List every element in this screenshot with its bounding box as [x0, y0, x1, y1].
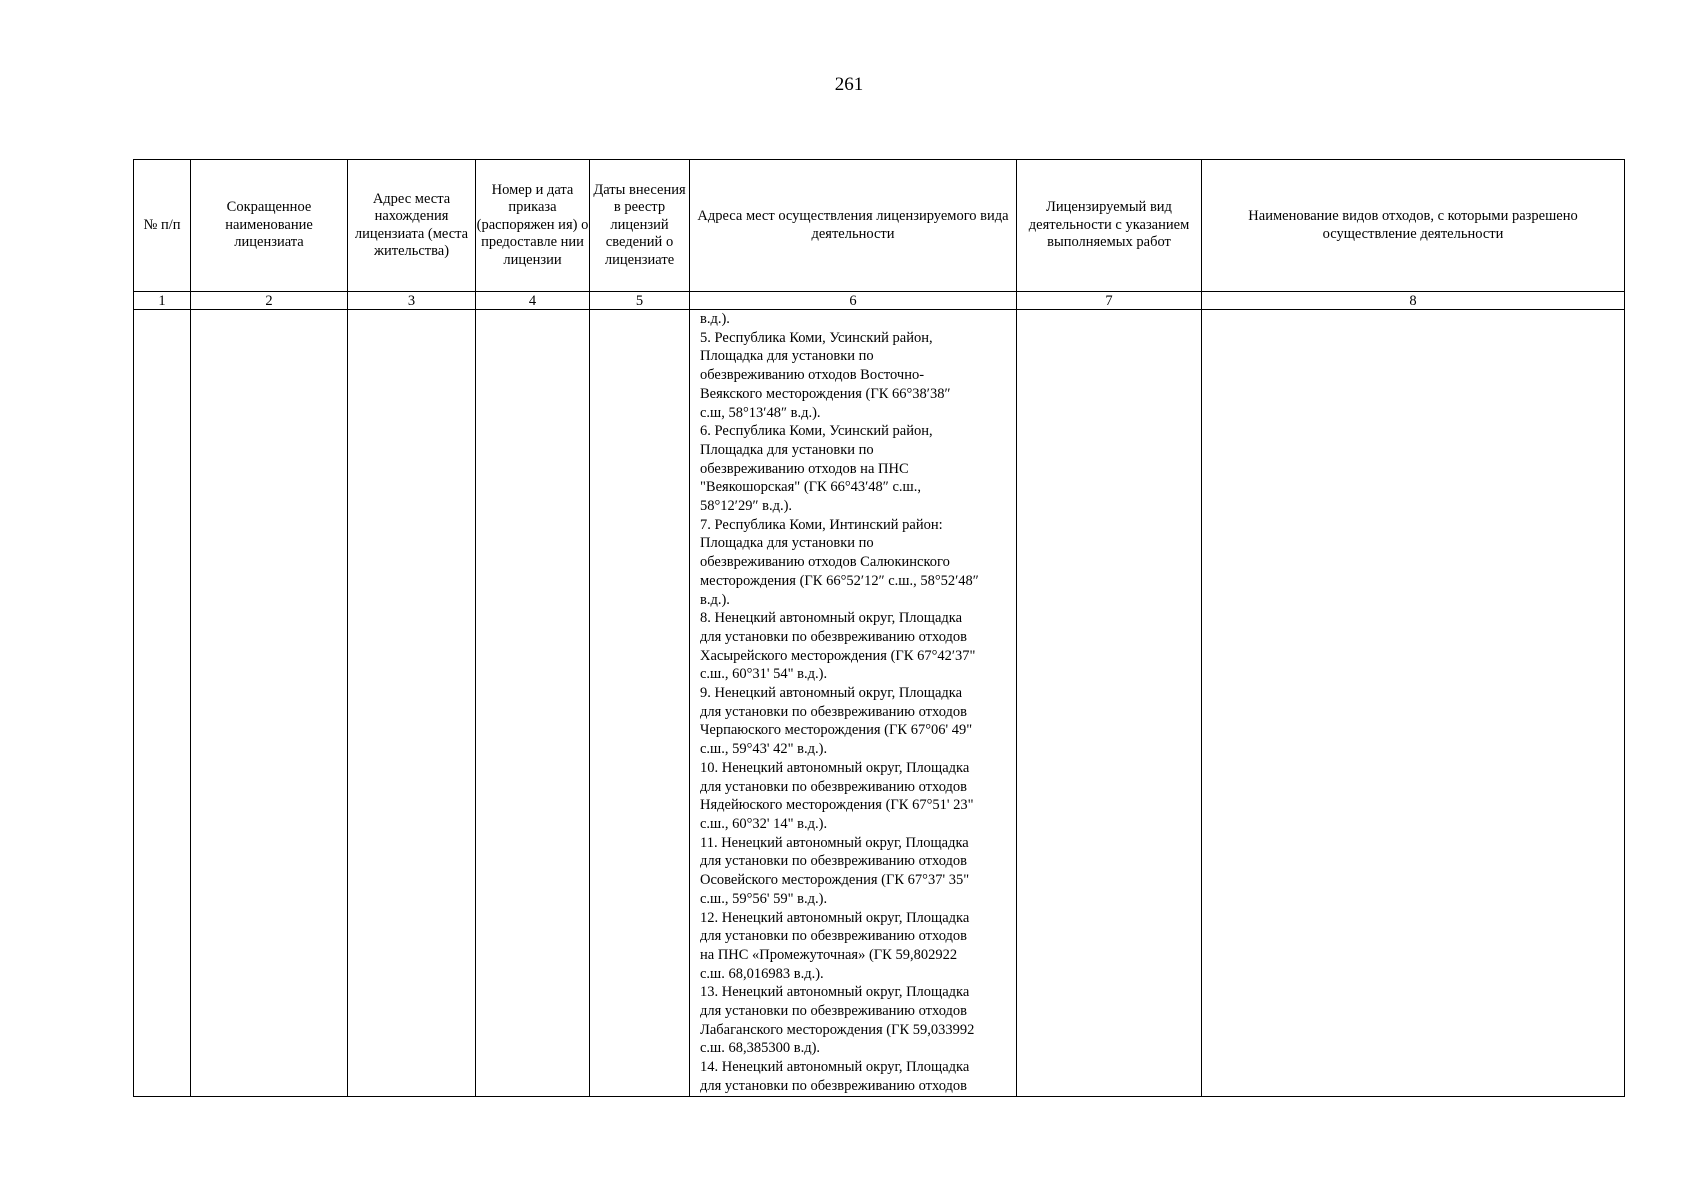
- cell-licensee-address: [348, 310, 476, 1097]
- col-header-order: Номер и дата приказа (распоряжен ия) о предоставле нии лицензии: [476, 160, 590, 292]
- address-line: с.ш. 68,016983 в.д.).: [700, 965, 824, 982]
- address-line: с.ш. 68,385300 в.д).: [700, 1040, 821, 1057]
- table-row: [134, 310, 1625, 1097]
- address-line: с.ш., 60°31' 54" в.д.).: [700, 666, 828, 683]
- address-line: с.ш., 59°43' 42" в.д.).: [700, 741, 828, 758]
- address-line: для установки по обезвреживанию отходов: [700, 703, 968, 720]
- address-line: с.ш., 59°56' 59" в.д.).: [700, 890, 828, 907]
- address-line: 10. Ненецкий автономный округ, Площадка: [700, 759, 970, 776]
- address-line: месторождения (ГК 66°52′12″ с.ш., 58°52′48″: [700, 572, 979, 589]
- address-line: 12. Ненецкий автономный округ, Площадка: [700, 909, 970, 926]
- col-number-1: 1: [134, 292, 191, 310]
- address-line: 9. Ненецкий автономный округ, Площадка: [700, 685, 963, 702]
- address-line: для установки по обезвреживанию отходов: [700, 928, 968, 945]
- col-header-licensee-name: Сокращенное наименование лицензиата: [191, 160, 348, 292]
- address-line: Площадка для установки по: [700, 535, 874, 552]
- col-number-8: 8: [1202, 292, 1625, 310]
- address-line: в.д.).: [700, 591, 730, 608]
- col-number-3: 3: [348, 292, 476, 310]
- address-line: Осовейского месторождения (ГК 67°37' 35": [700, 872, 970, 889]
- address-line: Хасырейского месторождения (ГК 67°42′37": [700, 647, 976, 664]
- address-line: с.ш, 58°13′48″ в.д.).: [700, 404, 821, 421]
- col-number-6: 6: [690, 292, 1017, 310]
- address-line: 11. Ненецкий автономный округ, Площадка: [700, 834, 969, 851]
- header-row: [134, 160, 1625, 292]
- address-line: в.д.).: [700, 311, 730, 327]
- address-line: Лабаганского месторождения (ГК 59,033992: [700, 1021, 975, 1038]
- col-header-activity-type: Лицензируемый вид деятельности с указанием выполняемых работ: [1017, 160, 1202, 292]
- address-line: для установки по обезвреживанию отходов: [700, 1077, 968, 1094]
- address-line: для установки по обезвреживанию отходов: [700, 628, 968, 645]
- address-line: на ПНС «Промежуточная» (ГК 59,802922: [700, 946, 958, 963]
- col-header-licensee-address: Адрес места нахождения лицензиата (места жительства): [348, 160, 476, 292]
- address-line: Веякского месторождения (ГК 66°38′38″: [700, 385, 951, 402]
- address-line: 8. Ненецкий автономный округ, Площадка: [700, 610, 963, 627]
- activity-address-list: [700, 310, 1010, 1096]
- address-line: Черпаюского месторождения (ГК 67°06' 49": [700, 722, 973, 739]
- col-header-registry-dates: Даты внесения в реестр лицензий сведений о лицензиате: [590, 160, 690, 292]
- column-number-row: [134, 292, 1625, 310]
- col-header-waste-types: Наименование видов отходов, с которыми разрешено осуществление деятельности: [1202, 160, 1625, 292]
- cell-licensee-name: [191, 310, 348, 1097]
- address-line: 7. Республика Коми, Интинский район:: [700, 516, 943, 533]
- page-number: 261: [834, 74, 864, 95]
- address-line: обезвреживанию отходов на ПНС: [700, 460, 909, 477]
- address-line: для установки по обезвреживанию отходов: [700, 778, 968, 795]
- cell-number: [134, 310, 191, 1097]
- cell-activity-type: [1017, 310, 1202, 1097]
- col-header-activity-addresses: Адреса мест осуществления лицензируемого вида деятельности: [690, 160, 1017, 292]
- address-line: 13. Ненецкий автономный округ, Площадка: [700, 984, 970, 1001]
- address-line: Нядейюского месторождения (ГК 67°51' 23": [700, 797, 974, 814]
- address-line: обезвреживанию отходов Восточно-: [700, 367, 925, 384]
- address-line: обезвреживанию отходов Салюкинского: [700, 554, 950, 571]
- address-line: Площадка для установки по: [700, 441, 874, 458]
- col-number-2: 2: [191, 292, 348, 310]
- address-line: "Веякошорская" (ГК 66°43′48″ с.ш.,: [700, 479, 921, 496]
- col-number-7: 7: [1017, 292, 1202, 310]
- cell-waste-types: [1202, 310, 1625, 1097]
- col-header-number: № п/п: [134, 160, 191, 292]
- cell-registry-dates: [590, 310, 690, 1097]
- address-line: 5. Республика Коми, Усинский район,: [700, 329, 933, 346]
- col-number-5: 5: [590, 292, 690, 310]
- address-line: 58°12′29″ в.д.).: [700, 498, 793, 515]
- col-number-4: 4: [476, 292, 590, 310]
- address-line: 6. Республика Коми, Усинский район,: [700, 423, 933, 440]
- address-line: для установки по обезвреживанию отходов: [700, 853, 968, 870]
- cell-order: [476, 310, 590, 1097]
- license-register-table: [133, 159, 1625, 1097]
- cell-activity-addresses: [690, 310, 1017, 1097]
- address-line: с.ш., 60°32' 14" в.д.).: [700, 815, 828, 832]
- address-line: для установки по обезвреживанию отходов: [700, 1003, 968, 1020]
- address-line: Площадка для установки по: [700, 348, 874, 365]
- address-line: 14. Ненецкий автономный округ, Площадка: [700, 1059, 970, 1076]
